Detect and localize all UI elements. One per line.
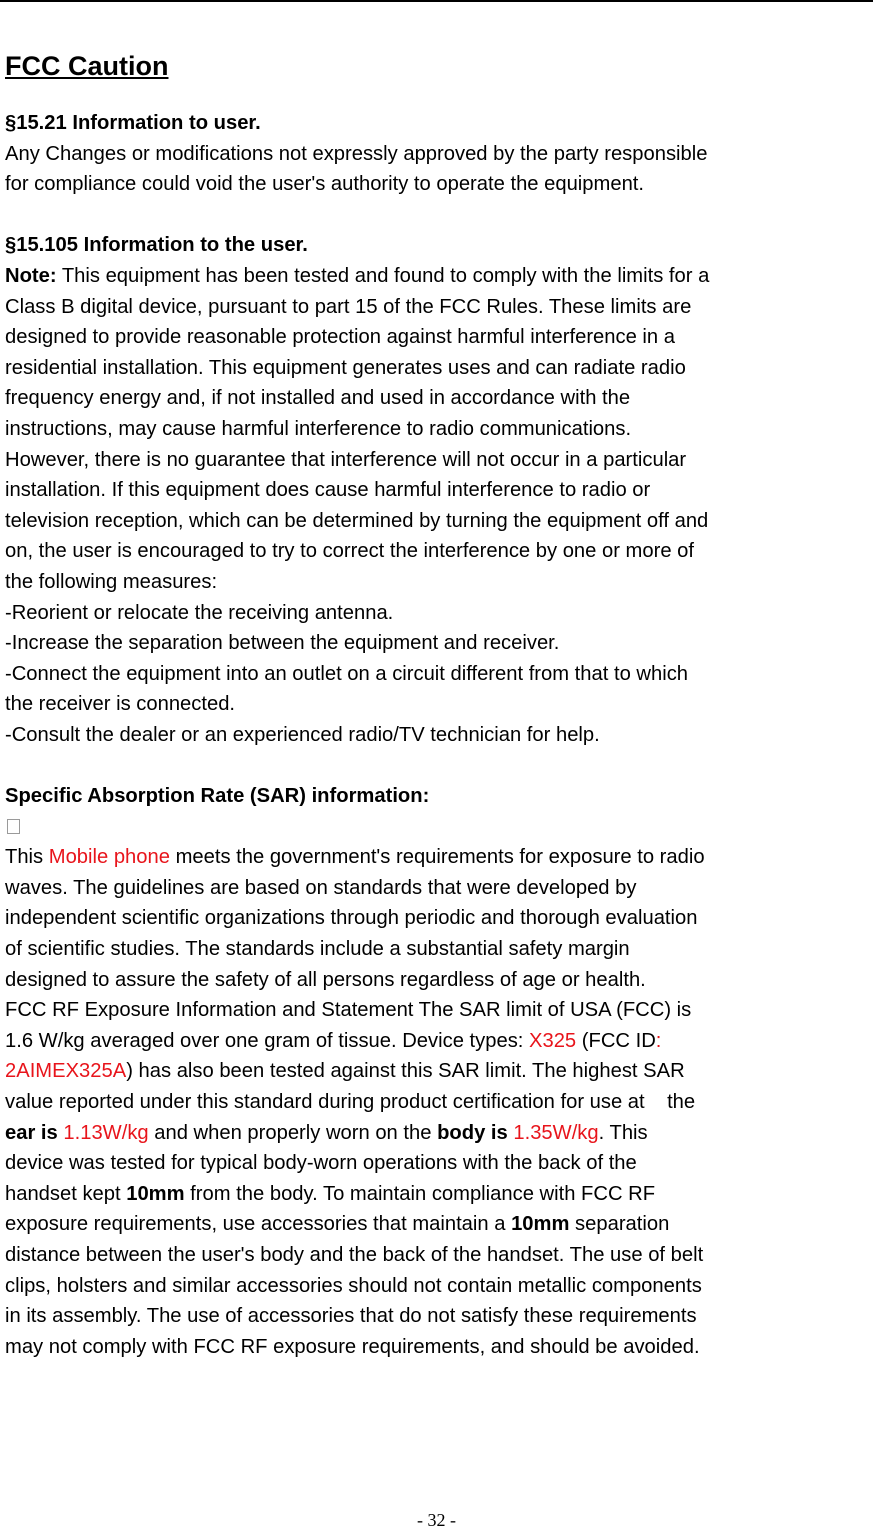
paragraph-line [5,842,871,873]
paragraph-line: installation. If this equipment does cause harmful interference to radio or [5,479,651,502]
paragraph-line: of scientific studies. The standards include a substantial safety margin [5,938,630,961]
colon-highlight: : [655,1029,662,1052]
ear-label: ear is [5,1121,58,1144]
paragraph-line: independent scientific organizations through periodic and thorough evaluation [5,907,698,930]
page-number: - 32 - [417,1510,456,1530]
section-sar [5,781,871,1362]
missing-glyph-box-icon [7,819,20,834]
note-label: Note: [5,264,57,287]
measure-item: -Increase the separation between the equipment and receiver. [5,632,560,655]
paragraph-line [5,1179,871,1210]
paragraph-line [5,1118,871,1149]
device-type-highlight: Mobile phone [48,846,170,869]
paragraph-line [5,1209,871,1240]
paragraph-line: for compliance could void the user's authority to operate the equipment. [5,173,645,196]
text-span: 1.6 W/kg averaged over one gram of tissue. Device types: [5,1029,530,1052]
text-span: meets the government's requirements for exposure to radio [169,846,705,869]
paragraph-line: the receiver is connected. [5,693,236,716]
text-span: separation [569,1213,670,1236]
paragraph-line: designed to provide reasonable protection against harmful interference in a [5,326,675,349]
paragraph-line: television reception, which can be determined by turning the equipment off and [5,509,709,532]
text-span: This [5,846,49,869]
note-line [5,261,871,292]
paragraph-line: device was tested for typical body-worn operations with the back of the [5,1152,637,1175]
text-span: . This [598,1121,648,1144]
device-model-highlight: X325 [529,1029,577,1052]
paragraph-line: residential installation. This equipment generates uses and can radiate radio [5,356,686,379]
body-label: body is [437,1121,508,1144]
sar-heading: Specific Absorption Rate (SAR) information: [5,785,430,808]
paragraph-line: on, the user is encouraged to try to correct the interference by one or more of [5,540,694,563]
paragraph-line: frequency energy and, if not installed and used in accordance with the [5,387,631,410]
section-15-21 [5,108,871,200]
section-15-105-heading: §15.105 Information to the user. [5,234,308,257]
paragraph-line: clips, holsters and similar accessories should not contain metallic components [5,1274,702,1297]
paragraph-line: in its assembly. The use of accessories that do not satisfy these requirements [5,1305,697,1328]
paragraph-line: distance between the user's body and the back of the handset. The use of belt [5,1243,704,1266]
paragraph-line: instructions, may cause harmful interference to radio communications. [5,417,632,440]
separation-distance: 10mm [511,1213,570,1236]
paragraph-line: Any Changes or modifications not expressly approved by the party responsible [5,142,708,165]
ear-sar-value: 1.13W/kg [57,1121,149,1144]
paragraph-line [5,1056,871,1087]
text-span: handset kept [5,1182,127,1205]
paragraph-line: waves. The guidelines are based on standards that were developed by [5,876,637,899]
measure-item: -Connect the equipment into an outlet on a circuit different from that to which [5,662,689,685]
measure-item: -Consult the dealer or an experienced radio/TV technician for help. [5,723,600,746]
section-15-21-heading: §15.21 Information to user. [5,112,261,134]
paragraph-line: the following measures: [5,570,218,593]
page-title: FCC Caution [5,51,169,81]
paragraph-line [5,1026,871,1057]
paragraph-line: However, there is no guarantee that interference will not occur in a particular [5,448,687,471]
text-span: ) has also been tested against this SAR limit. The highest SAR [126,1060,685,1083]
measure-item: -Reorient or relocate the receiving antenna. [5,601,394,624]
paragraph-line: Class B digital device, pursuant to part 15 of the FCC Rules. These limits are [5,295,692,318]
document-body [5,36,871,1362]
text-span: from the body. To maintain compliance with FCC RF [184,1182,656,1205]
top-rule [0,0,873,2]
body-sar-value: 1.35W/kg [507,1121,599,1144]
text-span: (FCC ID [576,1029,656,1052]
text-span: and when properly worn on the [148,1121,438,1144]
fcc-id-highlight: 2AIMEX325A [5,1060,127,1083]
note-text: This equipment has been tested and found to comply with the limits for a [56,264,710,287]
paragraph-line: value reported under this standard during product certification for use at the [5,1091,696,1113]
text-span: exposure requirements, use accessories that maintain a [5,1213,512,1236]
placeholder-box-line [5,812,871,843]
paragraph-line: designed to assure the safety of all persons regardless of age or health. [5,968,646,991]
paragraph-line: may not comply with FCC RF exposure requirements, and should be avoided. [5,1335,700,1358]
separation-distance: 10mm [126,1182,185,1205]
paragraph-line: FCC RF Exposure Information and Statement The SAR limit of USA (FCC) is [5,999,692,1022]
section-15-105 [5,230,871,750]
